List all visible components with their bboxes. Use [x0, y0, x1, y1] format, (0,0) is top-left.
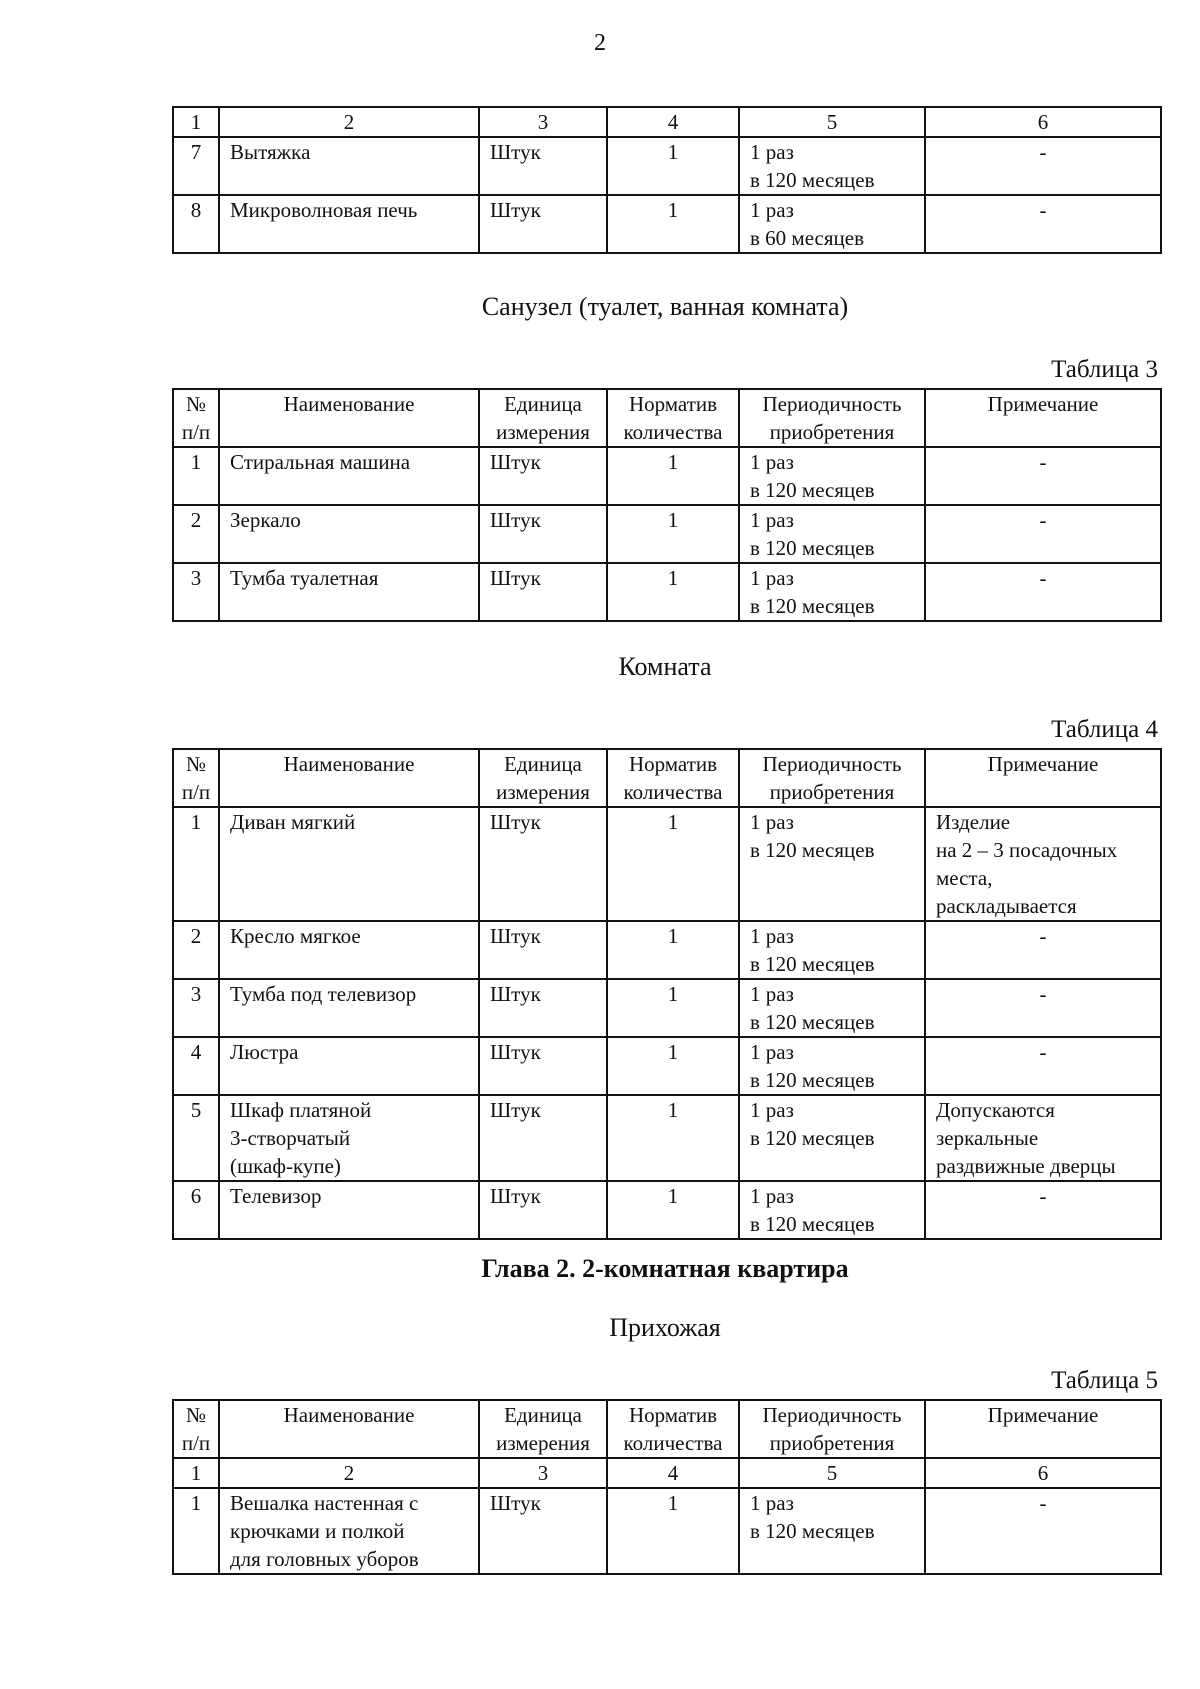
- row-number: 2: [173, 921, 219, 979]
- column-number: 5: [739, 1458, 925, 1488]
- table-5: [172, 1399, 1162, 1575]
- column-number: 4: [607, 107, 739, 137]
- note-line: раздвижные дверцы: [936, 1154, 1116, 1178]
- column-number: 6: [925, 107, 1161, 137]
- table-header-row: [173, 749, 1161, 807]
- item-period: [739, 979, 925, 1037]
- header-name: Наименование: [219, 1400, 479, 1458]
- item-qty: 1: [607, 1037, 739, 1095]
- chapter-title: Глава 2. 2-комнатная квартира: [481, 1254, 849, 1283]
- period-line: 1 раз: [750, 198, 794, 222]
- item-name: [219, 1095, 479, 1181]
- column-number: 2: [219, 1458, 479, 1488]
- item-qty: 1: [607, 1181, 739, 1239]
- header-note: Примечание: [925, 389, 1161, 447]
- header-name: Наименование: [219, 389, 479, 447]
- period-line: в 120 месяцев: [750, 168, 875, 192]
- table-caption-5: Таблица 5: [1051, 1367, 1158, 1394]
- item-note: -: [925, 563, 1161, 621]
- header-period: [739, 389, 925, 447]
- item-note: [925, 1095, 1161, 1181]
- item-note: -: [925, 447, 1161, 505]
- row-number: 3: [173, 979, 219, 1037]
- period-line: в 120 месяцев: [750, 1068, 875, 1092]
- column-number: 2: [219, 107, 479, 137]
- header-line: №: [185, 392, 207, 416]
- item-qty: 1: [607, 505, 739, 563]
- item-qty: 1: [607, 563, 739, 621]
- item-unit: Штук: [479, 195, 607, 253]
- header-name: Наименование: [219, 749, 479, 807]
- item-name: Микроволновая печь: [219, 195, 479, 253]
- header-line: Единица: [504, 1403, 582, 1427]
- item-note: -: [925, 505, 1161, 563]
- item-period: [739, 1095, 925, 1181]
- item-period: [739, 807, 925, 921]
- header-line: Периодичность: [762, 752, 902, 776]
- period-line: в 120 месяцев: [750, 1212, 875, 1236]
- note-line: зеркальные: [936, 1126, 1039, 1150]
- name-line: Люстра: [230, 1040, 299, 1064]
- table-4: [172, 748, 1162, 1240]
- item-period: [739, 1488, 925, 1574]
- column-number: 1: [173, 1458, 219, 1488]
- period-line: в 120 месяцев: [750, 838, 875, 862]
- section-heading-room: Комната: [618, 652, 712, 681]
- table-row: [173, 1095, 1161, 1181]
- item-unit: Штук: [479, 1037, 607, 1095]
- item-period: [739, 447, 925, 505]
- period-line: 1 раз: [750, 1491, 794, 1515]
- table-3: [172, 388, 1162, 622]
- item-unit: Штук: [479, 137, 607, 195]
- row-number: 5: [173, 1095, 219, 1181]
- row-number: 3: [173, 563, 219, 621]
- row-number: 2: [173, 505, 219, 563]
- name-line: (шкаф-купе): [230, 1154, 341, 1178]
- item-period: [739, 563, 925, 621]
- item-note: -: [925, 195, 1161, 253]
- item-name: Стиральная машина: [219, 447, 479, 505]
- item-qty: 1: [607, 979, 739, 1037]
- header-qty: [607, 1400, 739, 1458]
- item-qty: 1: [607, 1095, 739, 1181]
- period-line: в 120 месяцев: [750, 594, 875, 618]
- column-number: 6: [925, 1458, 1161, 1488]
- table-header-row: [173, 389, 1161, 447]
- item-note: [925, 807, 1161, 921]
- item-unit: Штук: [479, 1488, 607, 1574]
- row-number: 6: [173, 1181, 219, 1239]
- note-line: Допускаются: [936, 1098, 1055, 1122]
- header-line: №: [185, 1403, 207, 1427]
- item-period: [739, 195, 925, 253]
- name-line: Кресло мягкое: [230, 924, 361, 948]
- table-row: [173, 563, 1161, 621]
- column-number: 5: [739, 107, 925, 137]
- note-line: места,: [936, 866, 993, 890]
- name-line: Вешалка настенная с: [230, 1491, 419, 1515]
- table-header-row: [173, 1400, 1161, 1458]
- item-qty: 1: [607, 921, 739, 979]
- period-line: в 120 месяцев: [750, 536, 875, 560]
- item-unit: Штук: [479, 1095, 607, 1181]
- note-line: раскладывается: [936, 894, 1077, 918]
- item-note: -: [925, 979, 1161, 1037]
- period-line: в 120 месяцев: [750, 952, 875, 976]
- table-row: [173, 137, 1161, 195]
- header-unit: [479, 1400, 607, 1458]
- header-line: приобретения: [769, 780, 895, 804]
- period-line: 1 раз: [750, 982, 794, 1006]
- table-row: [173, 1488, 1161, 1574]
- name-line: крючками и полкой: [230, 1519, 405, 1543]
- item-name: [219, 1488, 479, 1574]
- header-line: п/п: [181, 780, 211, 804]
- header-line: Норматив: [628, 1403, 718, 1427]
- header-line: п/п: [181, 1431, 211, 1455]
- item-name: [219, 979, 479, 1037]
- header-line: приобретения: [769, 420, 895, 444]
- table-row: [173, 195, 1161, 253]
- item-note: -: [925, 921, 1161, 979]
- header-line: количества: [623, 780, 723, 804]
- period-line: 1 раз: [750, 1184, 794, 1208]
- note-line: на 2 – 3 посадочных: [936, 838, 1118, 862]
- item-note: -: [925, 1037, 1161, 1095]
- period-line: в 120 месяцев: [750, 1010, 875, 1034]
- name-line: Шкаф платяной: [230, 1098, 372, 1122]
- item-unit: Штук: [479, 1181, 607, 1239]
- period-line: в 60 месяцев: [750, 226, 865, 250]
- item-name: Вытяжка: [219, 137, 479, 195]
- column-number: 3: [479, 107, 607, 137]
- period-line: в 120 месяцев: [750, 478, 875, 502]
- header-line: п/п: [181, 420, 211, 444]
- row-number: 4: [173, 1037, 219, 1095]
- item-name: [219, 807, 479, 921]
- column-numbers-row: [173, 1458, 1161, 1488]
- header-line: измерения: [496, 780, 590, 804]
- item-qty: 1: [607, 1488, 739, 1574]
- table-row: [173, 1181, 1161, 1239]
- column-number: 4: [607, 1458, 739, 1488]
- item-period: [739, 505, 925, 563]
- item-unit: Штук: [479, 979, 607, 1037]
- period-line: 1 раз: [750, 508, 794, 532]
- header-unit: [479, 389, 607, 447]
- row-number: 1: [173, 447, 219, 505]
- table-row: [173, 505, 1161, 563]
- table-caption-3: Таблица 3: [1051, 356, 1158, 383]
- period-line: 1 раз: [750, 1098, 794, 1122]
- header-number: [173, 1400, 219, 1458]
- table-row: [173, 807, 1161, 921]
- period-line: в 120 месяцев: [750, 1519, 875, 1543]
- item-name: [219, 1037, 479, 1095]
- item-unit: Штук: [479, 563, 607, 621]
- item-note: -: [925, 137, 1161, 195]
- table-row: [173, 921, 1161, 979]
- header-line: приобретения: [769, 1431, 895, 1455]
- row-number: 7: [173, 137, 219, 195]
- section-heading-hallway: Прихожая: [609, 1313, 721, 1342]
- item-name: Тумба туалетная: [219, 563, 479, 621]
- item-qty: 1: [607, 807, 739, 921]
- table-continued: [172, 106, 1162, 254]
- item-qty: 1: [607, 195, 739, 253]
- period-line: 1 раз: [750, 924, 794, 948]
- item-name: [219, 921, 479, 979]
- header-line: Периодичность: [762, 1403, 902, 1427]
- item-unit: Штук: [479, 807, 607, 921]
- column-number: 3: [479, 1458, 607, 1488]
- header-line: измерения: [496, 1431, 590, 1455]
- item-qty: 1: [607, 137, 739, 195]
- table-row: [173, 979, 1161, 1037]
- period-line: 1 раз: [750, 1040, 794, 1064]
- row-number: 1: [173, 807, 219, 921]
- column-numbers-row: [173, 107, 1161, 137]
- item-name: [219, 1181, 479, 1239]
- item-period: [739, 1037, 925, 1095]
- item-note: -: [925, 1488, 1161, 1574]
- period-line: 1 раз: [750, 566, 794, 590]
- item-name: Зеркало: [219, 505, 479, 563]
- item-note: -: [925, 1181, 1161, 1239]
- name-line: 3-створчатый: [230, 1126, 351, 1150]
- column-number: 1: [173, 107, 219, 137]
- item-qty: 1: [607, 447, 739, 505]
- header-qty: [607, 389, 739, 447]
- item-unit: Штук: [479, 447, 607, 505]
- header-note: Примечание: [925, 1400, 1161, 1458]
- header-period: [739, 749, 925, 807]
- item-period: [739, 137, 925, 195]
- header-unit: [479, 749, 607, 807]
- period-line: 1 раз: [750, 450, 794, 474]
- name-line: Диван мягкий: [230, 810, 356, 834]
- item-period: [739, 1181, 925, 1239]
- item-period: [739, 921, 925, 979]
- table-row: [173, 1037, 1161, 1095]
- section-heading-bathroom: Санузел (туалет, ванная комната): [481, 292, 849, 321]
- row-number: 1: [173, 1488, 219, 1574]
- header-line: измерения: [496, 420, 590, 444]
- header-number: [173, 389, 219, 447]
- page-number: 2: [594, 30, 606, 56]
- period-line: в 120 месяцев: [750, 1126, 875, 1150]
- header-qty: [607, 749, 739, 807]
- header-line: №: [185, 752, 207, 776]
- name-line: Тумба под телевизор: [230, 982, 417, 1006]
- period-line: 1 раз: [750, 140, 794, 164]
- header-line: Норматив: [628, 752, 718, 776]
- header-line: Норматив: [628, 392, 718, 416]
- header-period: [739, 1400, 925, 1458]
- note-line: Изделие: [936, 810, 1011, 834]
- row-number: 8: [173, 195, 219, 253]
- header-number: [173, 749, 219, 807]
- table-caption-4: Таблица 4: [1051, 716, 1158, 743]
- header-line: количества: [623, 1431, 723, 1455]
- header-line: Периодичность: [762, 392, 902, 416]
- table-row: [173, 447, 1161, 505]
- name-line: Телевизор: [230, 1184, 322, 1208]
- period-line: 1 раз: [750, 810, 794, 834]
- item-unit: Штук: [479, 505, 607, 563]
- header-line: количества: [623, 420, 723, 444]
- header-line: Единица: [504, 392, 582, 416]
- header-line: Единица: [504, 752, 582, 776]
- item-unit: Штук: [479, 921, 607, 979]
- header-note: Примечание: [925, 749, 1161, 807]
- name-line: для головных уборов: [230, 1547, 419, 1571]
